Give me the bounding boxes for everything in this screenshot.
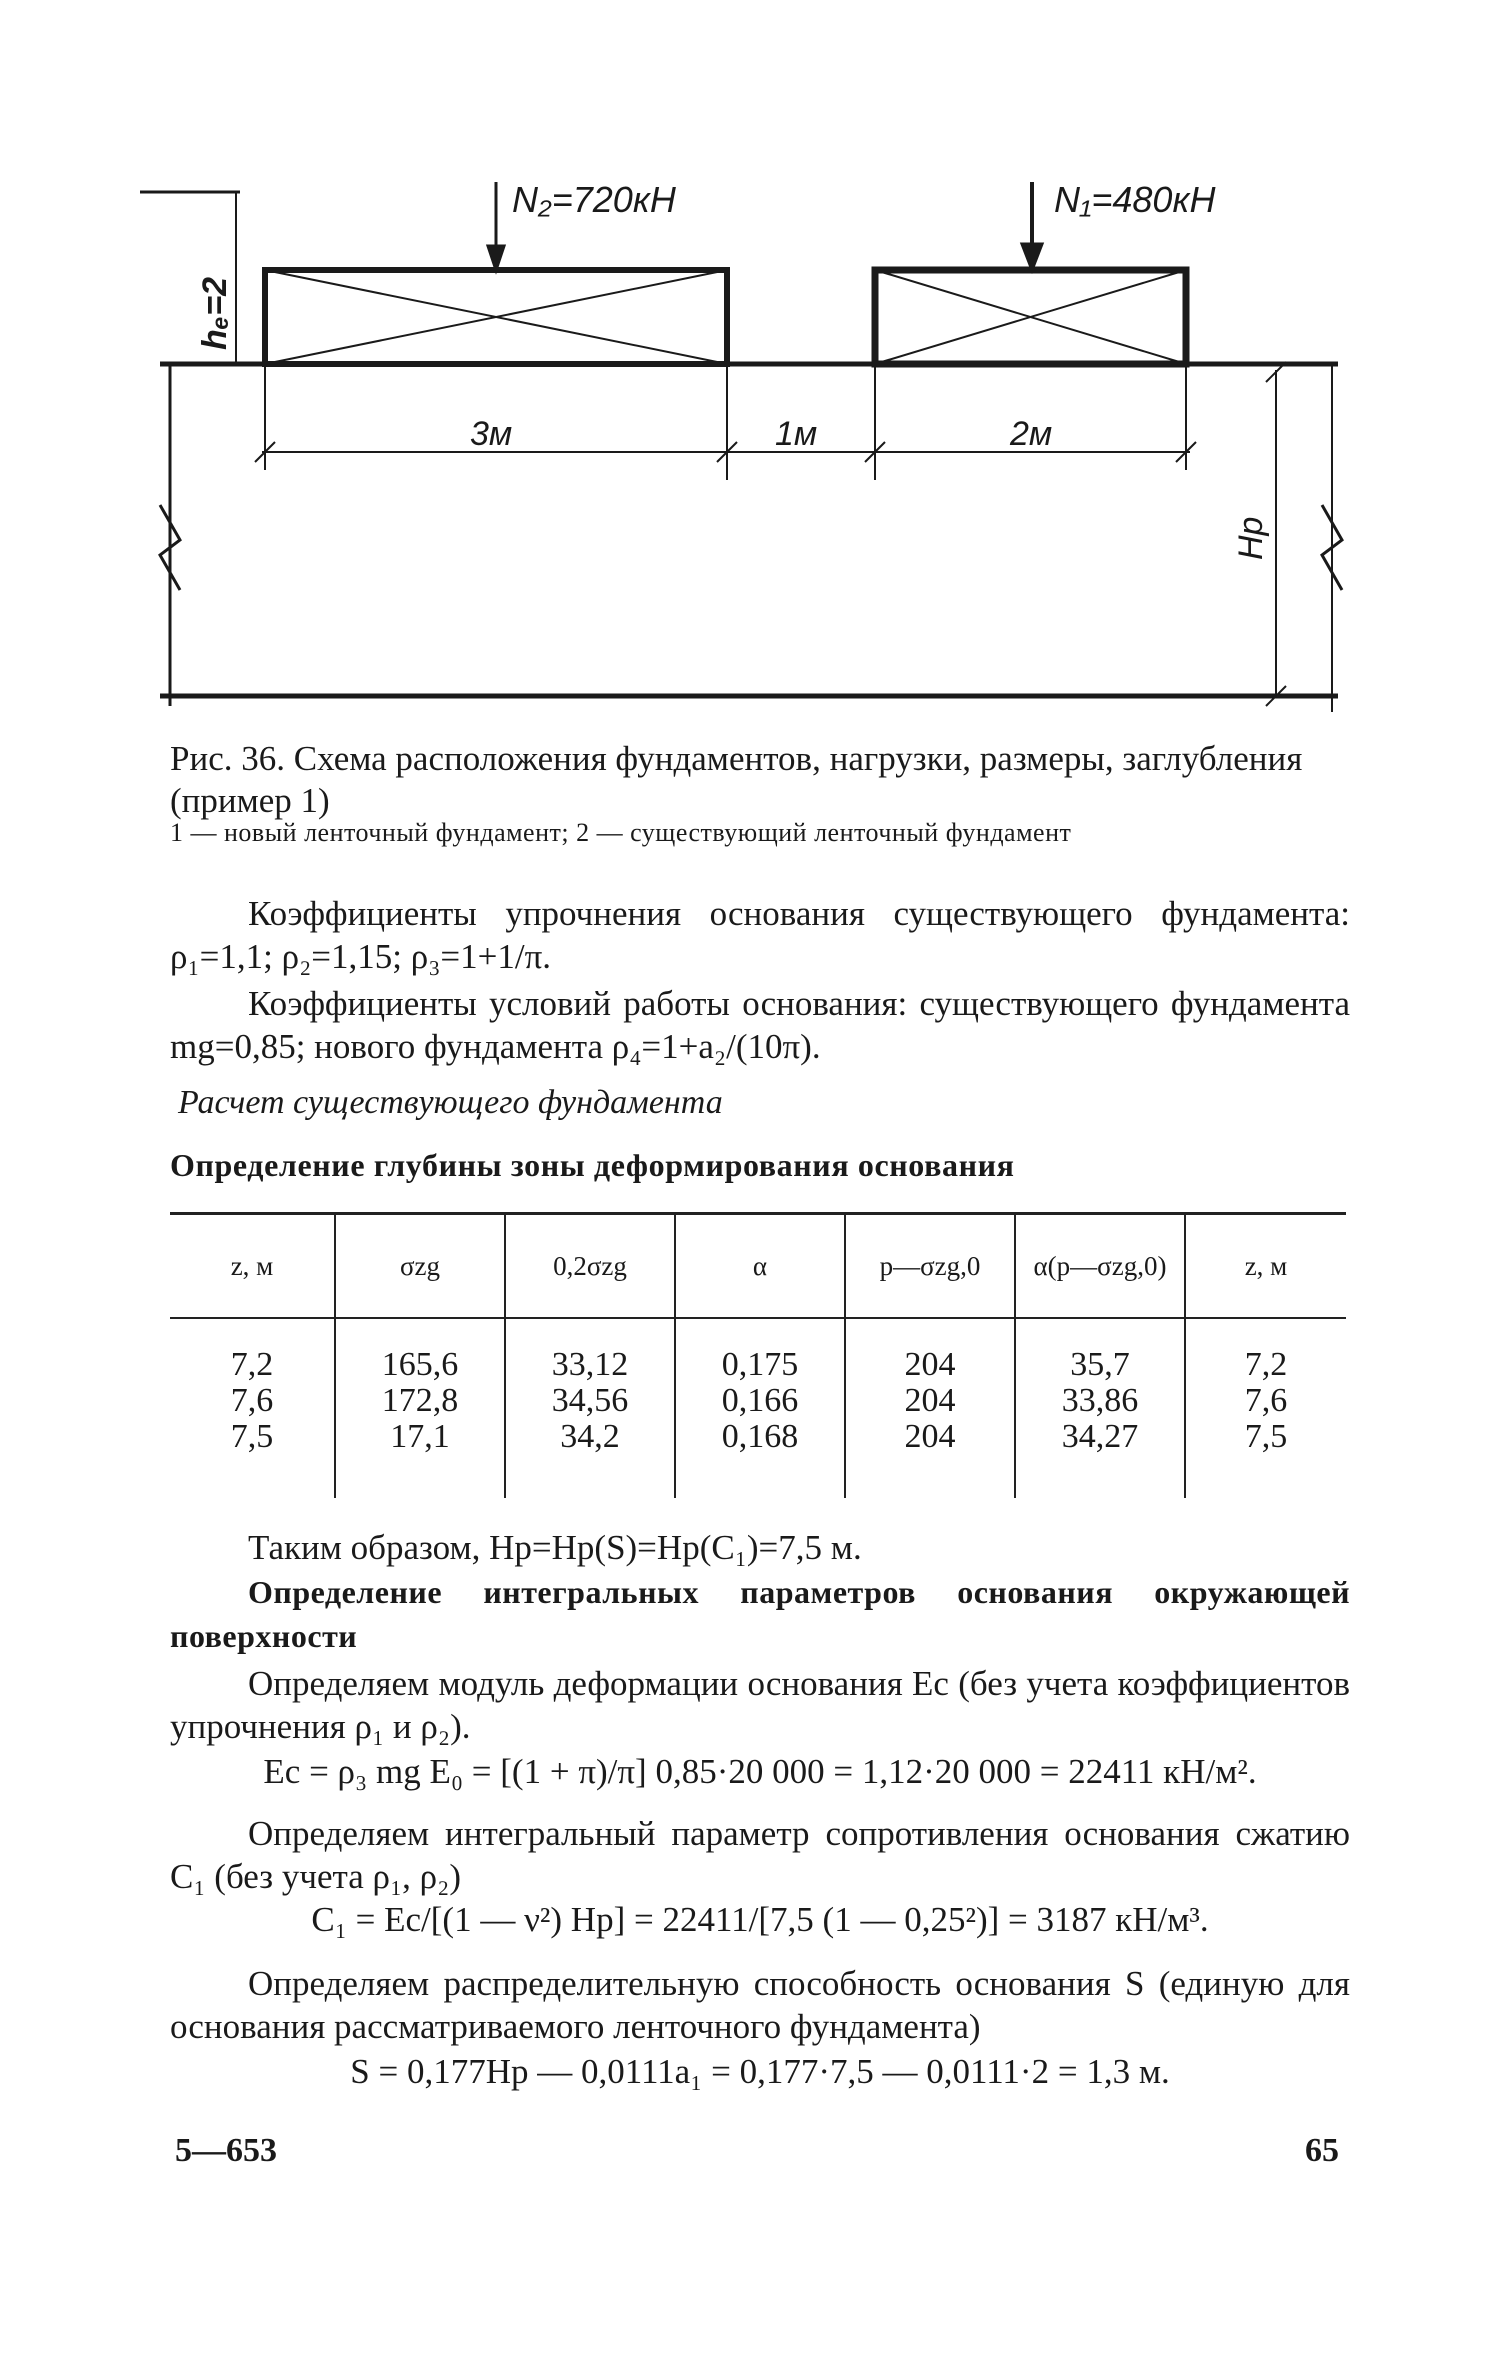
subheading-existing-foundation: Расчет существующего фундамента [178, 1084, 723, 1121]
table-cell-p-sigma: 204 204 204 [845, 1318, 1015, 1498]
table-header: z, м [1185, 1214, 1346, 1319]
table-header: α [675, 1214, 845, 1319]
page-number: 65 [1305, 2132, 1339, 2169]
paragraph-reinforcement-coefficients: Коэффициенты упрочнения основания существующего фундамента: ρ₁=1,1; ρ₂=1,15; ρ₃=1+1/π. [170, 894, 1350, 976]
table-header: α(p—σzg,0) [1015, 1214, 1185, 1319]
paragraph-work-conditions: Коэффициенты условий работы основания: существующего фундамента mg=0,85; нового фундамента ρ₄=1+a₂/(10π). [170, 984, 1350, 1066]
dim-label-3m: 3м [470, 415, 513, 453]
paragraph-resistance-parameter: Определяем интегральный параметр сопротивления основания сжатию C₁ (без учета ρ₁, ρ₂) [170, 1814, 1350, 1896]
table-cell-sigma: 165,6 172,8 17,1 [335, 1318, 505, 1498]
load-label-right: N₁=480кН [1054, 179, 1216, 220]
dim-label-1m: 1м [775, 415, 818, 453]
dim-label-2m: 2м [1010, 415, 1053, 453]
table-cell-z-right: 7,2 7,6 7,5 [1185, 1318, 1346, 1498]
signature-mark: 5—653 [175, 2132, 277, 2169]
table-cell-sigma-02: 33,12 34,56 34,2 [505, 1318, 675, 1498]
section-heading-deformation-zone: Определение глубины зоны деформирования основания [170, 1147, 1015, 1183]
hp-label: Hр [1232, 516, 1270, 560]
foundation-diagram [0, 0, 1500, 730]
table-header: z, м [170, 1214, 335, 1319]
paragraph-deformation-modulus: Определяем модуль деформации основания Ec (без учета коэффициентов упрочнения ρ₁ и ρ₂). [170, 1664, 1350, 1746]
table-header-row [170, 1214, 1346, 1319]
load-label-left: N₂=720кН [512, 179, 676, 220]
deformation-table [170, 1212, 1346, 1504]
table-cell-alpha: 0,175 0,166 0,168 [675, 1318, 845, 1498]
paragraph-distribution-capacity: Определяем распределительную способность основания S (единую для основания рассматриваемого ленточного фундамента) [170, 1964, 1350, 2046]
table-header: p—σzg,0 [845, 1214, 1015, 1319]
table-cell-alpha-p-sigma: 35,7 33,86 34,27 [1015, 1318, 1185, 1498]
table-header: 0,2σzg [505, 1214, 675, 1319]
table-row [170, 1318, 1346, 1498]
section-heading-integral-parameters: Определение интегральных параметров основания окружающей поверхности [170, 1574, 1350, 1654]
paragraph-conclusion-hp: Таким образом, Hр=Hр(S)=Hр(C₁)=7,5 м. [248, 1528, 862, 1567]
table-cell-z: 7,2 7,6 7,5 [230, 1346, 274, 1455]
figure-caption: Рис. 36. Схема расположения фундаментов, нагрузки, размеры, заглубления (пример 1) [170, 739, 1303, 820]
table-header: σzg [335, 1214, 505, 1319]
figure-legend: 1 — новый ленточный фундамент; 2 — существующий ленточный фундамент [170, 818, 1072, 847]
equation-ec: Ec = ρ₃ mg E₀ = [(1 + π)/π] 0,85·20 000 = 1,12·20 000 = 22411 кН/м². [263, 1752, 1257, 1791]
depth-label: hₑ=2 [196, 276, 234, 350]
equation-c1: C₁ = Ec/[(1 — ν²) Hр] = 22411/[7,5 (1 — 0,25²)] = 3187 кН/м³. [311, 1900, 1209, 1939]
equation-s: S = 0,177Hр — 0,0111a₁ = 0,177·7,5 — 0,0111·2 = 1,3 м. [350, 2052, 1170, 2091]
